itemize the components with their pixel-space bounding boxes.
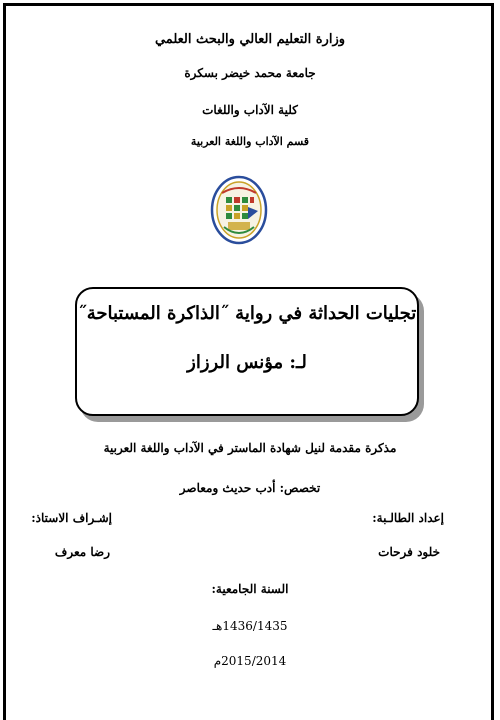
- supervisor-name: رضا معرف: [54, 545, 110, 559]
- thesis-title: تجليات الحداثة في رواية ˝الذاكرة المستباحة˝: [77, 303, 417, 324]
- supervisor-label: إشـراف الاستاذ:: [31, 511, 112, 525]
- gregorian-year: 2015/2014م: [213, 654, 287, 668]
- department-heading: قسم الآداب واللغة العربية: [190, 135, 310, 148]
- academic-year-label: السنة الجامعية:: [211, 582, 289, 596]
- faculty-heading: كلية الآداب واللغات: [202, 103, 298, 117]
- preparer-label: إعداد الطالـبة:: [372, 511, 444, 525]
- ministry-heading: وزارة التعليم العالي والبحث العلمي: [154, 32, 346, 47]
- student-name: خلود فرحات: [378, 545, 440, 559]
- memo-statement: مذكرة مقدمة لنيل شهادة الماستر في الآداب واللغة العربية: [103, 441, 397, 455]
- hijri-year: 1436/1435هـ: [212, 619, 288, 633]
- novel-author: لـ: مؤنس الرزاز: [187, 352, 307, 373]
- university-heading: جامعة محمد خيضر بسكرة: [184, 66, 316, 80]
- specialization: تخصص: أدب حديث ومعاصر: [179, 481, 321, 495]
- university-emblem-icon: [210, 175, 268, 245]
- thesis-title-box: [75, 287, 419, 416]
